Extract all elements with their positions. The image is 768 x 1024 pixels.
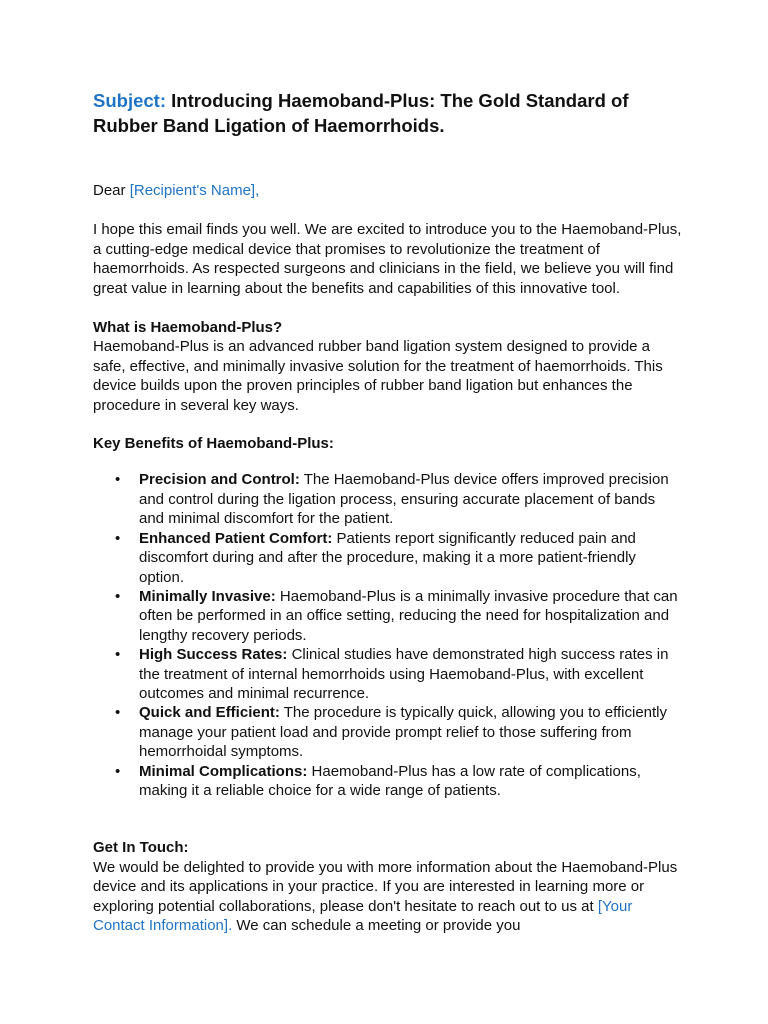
subject-label: Subject: xyxy=(93,90,166,111)
benefit-title: High Success Rates: xyxy=(139,646,288,664)
contact-paragraph xyxy=(93,858,683,936)
subject-title: Introducing Haemoband-Plus: The Gold Standard of Rubber Band Ligation of Haemorrhoids. xyxy=(93,90,629,136)
benefit-item xyxy=(93,762,683,801)
benefit-title: Enhanced Patient Comfort: xyxy=(139,529,333,547)
benefit-text: The procedure is typically quick, allowing you to efficiently manage your patient load and provide prompt relief to those suffering from hemorrhoidal symptoms. xyxy=(139,704,668,761)
bullet-icon: • xyxy=(115,529,121,547)
bullet-icon: • xyxy=(115,646,121,664)
benefits-heading: Key Benefits of Haemoband-Plus: xyxy=(93,435,334,453)
contact-info-placeholder: [Your Contact Information]. xyxy=(93,897,633,934)
benefits-list xyxy=(93,470,683,800)
benefit-text: Haemoband-Plus has a low rate of complications, making it a reliable choice for a wide range of patients. xyxy=(139,762,641,799)
contact-text-after: We can schedule a meeting or provide you xyxy=(236,917,521,934)
email-subject xyxy=(93,88,683,138)
benefit-item xyxy=(93,703,683,761)
greeting-prefix: Dear xyxy=(93,182,126,199)
benefit-title: Quick and Efficient: xyxy=(139,704,280,722)
bullet-icon: • xyxy=(115,762,121,780)
benefit-title: Minimal Complications: xyxy=(139,762,308,780)
contact-text-before: We would be delighted to provide you with more information about the Haemoband-Plus device and its applications in your practice. If you are interested in learning more or exploring potential collaborations, please don't hesitate to reach out to us at xyxy=(93,858,678,915)
benefit-text: The Haemoband-Plus device offers improved precision and control during the ligation process, ensuring accurate placement of bands and minimal discomfort for the patient. xyxy=(139,471,669,528)
benefit-text: Haemoband-Plus is a minimally invasive procedure that can often be performed in an office setting, reducing the need for hospitalization and lengthy recovery periods. xyxy=(139,587,678,644)
benefit-item xyxy=(93,470,683,528)
bullet-icon: • xyxy=(115,704,121,722)
contact-heading: Get In Touch: xyxy=(93,839,189,857)
benefit-item xyxy=(93,529,683,587)
benefit-item xyxy=(93,587,683,645)
what-heading: What is Haemoband-Plus? xyxy=(93,319,283,337)
bullet-icon: • xyxy=(115,471,121,489)
benefit-title: Precision and Control: xyxy=(139,471,300,489)
intro-paragraph: I hope this email finds you well. We are excited to introduce you to the Haemoband-Plus, a cutting-edge medical device that promises to revolutionize the treatment of haemorrhoids. As respected surgeons and clinicians in the field, we believe you will find great value in learning about the benefits and capabilities of this innovative tool. xyxy=(93,221,682,297)
greeting xyxy=(93,181,683,200)
benefit-item xyxy=(93,645,683,703)
recipient-placeholder: [Recipient's Name], xyxy=(129,182,260,199)
benefit-text: Clinical studies have demonstrated high success rates in the treatment of internal hemorrhoids using Haemoband-Plus, with excellent outcomes and minimal recurrence. xyxy=(139,646,669,702)
what-paragraph: Haemoband-Plus is an advanced rubber band ligation system designed to provide a safe, effective, and minimally invasive solution for the treatment of haemorrhoids. This device builds upon the proven principles of rubber band ligation but enhances the procedure in several key ways. xyxy=(93,338,663,414)
bullet-icon: • xyxy=(115,587,121,605)
benefit-text: Patients report significantly reduced pain and discomfort during and after the procedure, making it a more patient-friendly option. xyxy=(139,529,636,586)
email-document xyxy=(93,88,683,935)
benefit-title: Minimally Invasive: xyxy=(139,587,276,605)
